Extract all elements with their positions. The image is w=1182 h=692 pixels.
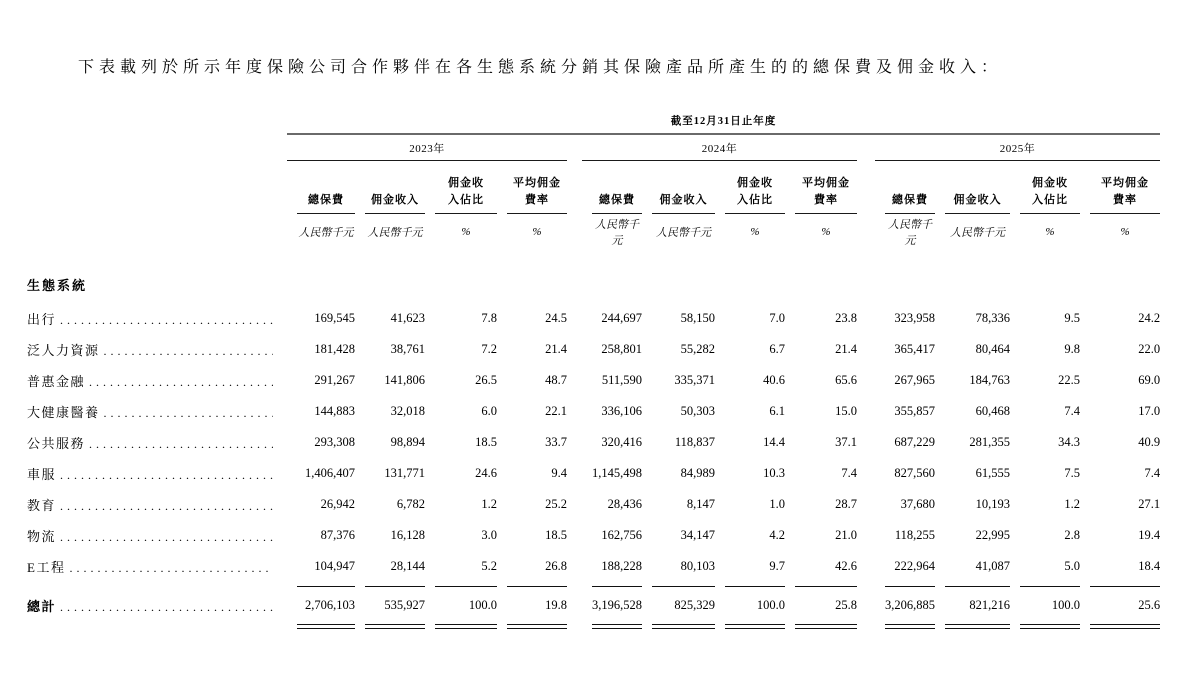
year-header-2024: 2024年	[582, 134, 857, 161]
rule-line	[592, 624, 642, 629]
table-cell: 181,428	[314, 342, 355, 356]
row-label: 總計	[27, 599, 57, 614]
table-cell: 188,228	[601, 559, 642, 573]
table-cell: 21.4	[545, 342, 567, 356]
table-cell: 65.6	[835, 373, 857, 387]
table-cell: 34,147	[680, 528, 715, 542]
group-gap	[857, 134, 875, 161]
table-cell: 24.5	[545, 311, 567, 325]
leader-dots	[89, 435, 273, 449]
table-cell: 141,806	[384, 373, 425, 387]
row-label-cell	[27, 551, 287, 582]
group-gap	[567, 365, 582, 396]
total-row	[27, 587, 1160, 624]
table-cell: 821,216	[969, 598, 1010, 612]
section-header-row	[27, 249, 1160, 303]
table-cell: 42.6	[835, 559, 857, 573]
table-cell: 32,018	[390, 404, 425, 418]
row-label-cell	[27, 396, 287, 427]
table-cell: 3,196,528	[592, 598, 642, 612]
year-header-row	[27, 134, 1160, 161]
column-header-commission-income-2024: 佣金收入	[642, 161, 715, 215]
table-cell: 100.0	[756, 598, 785, 612]
table-cell: 21.4	[835, 342, 857, 356]
rule-line	[652, 624, 715, 629]
column-header-commission-share-2023: 佣金收 入佔比	[425, 161, 497, 215]
rule-line	[365, 624, 425, 629]
rule-line	[945, 624, 1010, 629]
table-cell: 1.2	[481, 497, 497, 511]
table-row	[27, 427, 1160, 458]
table-cell: 25.6	[1138, 598, 1161, 612]
group-gap	[857, 334, 875, 365]
row-label: 物流	[27, 529, 57, 544]
row-label-cell	[27, 587, 287, 624]
table-cell: 5.2	[481, 559, 497, 573]
group-gap	[567, 134, 582, 161]
leader-dots	[60, 497, 273, 511]
column-header-total-premiums-2024: 總保費	[582, 161, 642, 215]
table-cell: 118,255	[894, 528, 935, 542]
group-gap	[857, 624, 875, 633]
table-cell: 38,761	[390, 342, 425, 356]
table-cell: 98,894	[390, 435, 425, 449]
leader-dots	[89, 373, 273, 387]
group-gap	[567, 587, 582, 624]
table-cell: 22.0	[1138, 342, 1161, 356]
table-cell: 7.5	[1064, 466, 1080, 480]
table-cell: 24.6	[475, 466, 497, 480]
group-gap	[857, 489, 875, 520]
table-cell: 26,942	[320, 497, 355, 511]
table-cell: 40.6	[763, 373, 785, 387]
table-cell: 18.4	[1138, 559, 1161, 573]
table-cell: 7.4	[1144, 466, 1161, 480]
table-cell: 8,147	[686, 497, 715, 511]
period-header-row	[27, 105, 1160, 134]
group-gap	[567, 334, 582, 365]
unit-label: %	[821, 225, 831, 238]
table-cell: 41,623	[390, 311, 425, 325]
table-row	[27, 458, 1160, 489]
intro-text: 下表載列於所示年度保險公司合作夥伴在各生態系統分銷其保險產品所產生的的總保費及佣金收入：	[78, 59, 1003, 76]
table-cell: 162,756	[601, 528, 642, 542]
total-double-rule-row	[27, 624, 1160, 633]
section-header: 生態系統	[27, 278, 88, 293]
column-header-commission-income-2023: 佣金收入	[355, 161, 425, 215]
table-cell: 687,229	[894, 435, 935, 449]
period-header-cell	[287, 105, 1160, 134]
table-cell: 118,837	[674, 435, 715, 449]
premium-commission-table	[27, 105, 1160, 633]
table-cell: 9.4	[551, 466, 567, 480]
column-header-avg-rate-2025: 平均佣金 費率	[1080, 161, 1160, 215]
table-cell: 15.0	[835, 404, 857, 418]
rule-line	[725, 624, 785, 629]
rule-line	[507, 624, 567, 629]
table-cell: 2.8	[1064, 528, 1080, 542]
table-cell: 17.0	[1138, 404, 1161, 418]
unit-label: %	[461, 225, 471, 238]
table-cell: 21.0	[835, 528, 857, 542]
group-gap	[567, 303, 582, 334]
table-cell: 104,947	[314, 559, 355, 573]
table-cell: 7.4	[841, 466, 857, 480]
row-label-cell	[27, 489, 287, 520]
table-cell: 37.1	[835, 435, 857, 449]
unit-label: %	[532, 225, 542, 238]
table-cell: 24.2	[1138, 311, 1161, 325]
table-cell: 50,303	[680, 404, 715, 418]
year-header-2025: 2025年	[875, 134, 1160, 161]
table-cell: 58,150	[680, 311, 715, 325]
rule-line	[1090, 624, 1160, 629]
group-gap	[857, 303, 875, 334]
table-cell: 6.0	[481, 404, 497, 418]
group-gap	[567, 427, 582, 458]
table-cell: 258,801	[601, 342, 642, 356]
table-cell: 100.0	[468, 598, 497, 612]
table-cell: 26.8	[545, 559, 567, 573]
table-cell: 222,964	[894, 559, 935, 573]
table-cell: 320,416	[601, 435, 642, 449]
table-cell: 34.3	[1058, 435, 1080, 449]
column-header-commission-share-2024: 佣金收 入佔比	[715, 161, 785, 215]
rule-line	[1020, 624, 1080, 629]
table-cell: 131,771	[384, 466, 425, 480]
column-header-row	[27, 161, 1160, 215]
table-cell: 6,782	[396, 497, 425, 511]
table-cell: 323,958	[894, 311, 935, 325]
unit-label: %	[1045, 225, 1055, 238]
table-cell: 84,989	[680, 466, 715, 480]
table-row	[27, 303, 1160, 334]
table-cell: 4.2	[769, 528, 785, 542]
group-gap	[567, 396, 582, 427]
row-label: 教育	[27, 498, 57, 513]
table-row	[27, 396, 1160, 427]
row-label: 公共服務	[27, 436, 86, 451]
table-cell: 1.0	[769, 497, 785, 511]
table-cell: 293,308	[314, 435, 355, 449]
group-gap	[857, 365, 875, 396]
table-cell: 22.1	[545, 404, 567, 418]
table-row	[27, 520, 1160, 551]
row-label-cell	[27, 334, 287, 365]
row-label: 車服	[27, 467, 57, 482]
table-row	[27, 489, 1160, 520]
table-cell: 22,995	[975, 528, 1010, 542]
rule-line	[885, 624, 935, 629]
table-cell: 184,763	[969, 373, 1010, 387]
period-header: 截至12月31日止年度	[670, 116, 777, 127]
table-cell: 335,371	[674, 373, 715, 387]
table-cell: 1,406,407	[305, 466, 355, 480]
table-cell: 291,267	[314, 373, 355, 387]
group-gap	[857, 427, 875, 458]
leader-dots	[60, 528, 273, 542]
table-cell: 267,965	[894, 373, 935, 387]
group-gap	[857, 458, 875, 489]
table-cell: 7.4	[1064, 404, 1080, 418]
table-cell: 33.7	[545, 435, 567, 449]
table-cell: 355,857	[894, 404, 935, 418]
group-gap	[857, 520, 875, 551]
row-label: 泛人力資源	[27, 343, 100, 358]
table-cell: 37,680	[900, 497, 935, 511]
leader-dots	[104, 342, 273, 356]
unit-label: 人民幣千元	[595, 218, 639, 247]
row-label: 出行	[27, 312, 57, 327]
table-cell: 48.7	[545, 373, 567, 387]
row-label: E工程	[27, 560, 66, 575]
leader-dots	[69, 559, 273, 573]
group-gap	[567, 551, 582, 582]
group-gap	[857, 396, 875, 427]
unit-label: 人民幣千元	[656, 226, 711, 239]
table-cell: 80,464	[975, 342, 1010, 356]
table-cell: 41,087	[975, 559, 1010, 573]
year-header-2023: 2023年	[287, 134, 567, 161]
column-header-avg-rate-2024: 平均佣金 費率	[785, 161, 857, 215]
table-cell: 1.2	[1064, 497, 1080, 511]
table-cell: 2,706,103	[305, 598, 355, 612]
rule-line	[297, 624, 355, 629]
unit-label: 人民幣千元	[298, 226, 354, 239]
group-gap	[567, 624, 582, 633]
table-cell: 244,697	[601, 311, 642, 325]
leader-dots	[104, 404, 273, 418]
unit-label: %	[1120, 225, 1130, 238]
units-row	[27, 214, 1160, 249]
unit-label: 人民幣千元	[888, 218, 932, 247]
table-cell: 1,145,498	[592, 466, 642, 480]
table-cell: 28,436	[607, 497, 642, 511]
group-gap	[567, 520, 582, 551]
table-cell: 18.5	[545, 528, 567, 542]
row-label: 普惠金融	[27, 374, 86, 389]
row-label-cell	[27, 427, 287, 458]
table-cell: 5.0	[1064, 559, 1080, 573]
table-row	[27, 334, 1160, 365]
row-label-cell	[27, 520, 287, 551]
table-cell: 535,927	[384, 598, 425, 612]
table-cell: 69.0	[1138, 373, 1161, 387]
group-gap	[567, 489, 582, 520]
table-cell: 14.4	[763, 435, 785, 449]
column-header-total-premiums-2025: 總保費	[875, 161, 935, 215]
table-cell: 9.5	[1064, 311, 1080, 325]
table-row	[27, 365, 1160, 396]
table-cell: 16,128	[390, 528, 425, 542]
table-cell: 61,555	[975, 466, 1010, 480]
table-cell: 87,376	[320, 528, 355, 542]
table-cell: 827,560	[894, 466, 935, 480]
column-header-commission-income-2025: 佣金收入	[935, 161, 1010, 215]
table-cell: 22.5	[1058, 373, 1080, 387]
table-cell: 80,103	[680, 559, 715, 573]
table-cell: 169,545	[314, 311, 355, 325]
table-cell: 336,106	[601, 404, 642, 418]
table-cell: 25.8	[835, 598, 857, 612]
table-cell: 25.2	[545, 497, 567, 511]
table-cell: 23.8	[835, 311, 857, 325]
table-cell: 26.5	[475, 373, 497, 387]
table-cell: 18.5	[475, 435, 497, 449]
table-cell: 9.8	[1064, 342, 1080, 356]
table-cell: 55,282	[680, 342, 715, 356]
table-cell: 825,329	[674, 598, 715, 612]
table-cell: 28,144	[390, 559, 425, 573]
row-label-cell	[27, 303, 287, 334]
table-cell: 7.0	[769, 311, 785, 325]
unit-label: 人民幣千元	[367, 226, 423, 239]
table-cell: 78,336	[975, 311, 1010, 325]
table-cell: 10,193	[975, 497, 1010, 511]
table-cell: 100.0	[1051, 598, 1080, 612]
group-gap	[857, 587, 875, 624]
row-label-cell	[27, 365, 287, 396]
column-header-total-premiums-2023: 總保費	[287, 161, 355, 215]
table-cell: 6.7	[769, 342, 785, 356]
rule-line	[795, 624, 857, 629]
table-cell: 281,355	[969, 435, 1010, 449]
column-header-avg-rate-2023: 平均佣金 費率	[497, 161, 567, 215]
leader-dots	[60, 598, 273, 612]
row-label: 大健康醫養	[27, 405, 100, 420]
leader-dots	[60, 466, 273, 480]
table-row	[27, 551, 1160, 582]
table-cell: 9.7	[769, 559, 785, 573]
group-gap	[567, 458, 582, 489]
row-label-cell	[27, 458, 287, 489]
column-header-commission-share-2025: 佣金收 入佔比	[1010, 161, 1080, 215]
table-cell: 144,883	[314, 404, 355, 418]
table-cell: 27.1	[1138, 497, 1161, 511]
unit-label: 人民幣千元	[950, 226, 1005, 239]
label-column-spacer	[27, 105, 287, 134]
table-cell: 60,468	[975, 404, 1010, 418]
table-cell: 28.7	[835, 497, 857, 511]
table-cell: 365,417	[894, 342, 935, 356]
table-cell: 7.2	[481, 342, 497, 356]
table-cell: 7.8	[481, 311, 497, 325]
table-cell: 19.4	[1138, 528, 1161, 542]
group-gap	[857, 551, 875, 582]
table-cell: 19.8	[545, 598, 567, 612]
leader-dots	[60, 311, 273, 325]
table-cell: 511,590	[601, 373, 642, 387]
table-cell: 10.3	[763, 466, 785, 480]
table-cell: 6.1	[769, 404, 785, 418]
rule-line	[435, 624, 497, 629]
table-cell: 3.0	[481, 528, 497, 542]
unit-label: %	[750, 225, 760, 238]
table-cell: 40.9	[1138, 435, 1161, 449]
table-cell: 3,206,885	[885, 598, 935, 612]
